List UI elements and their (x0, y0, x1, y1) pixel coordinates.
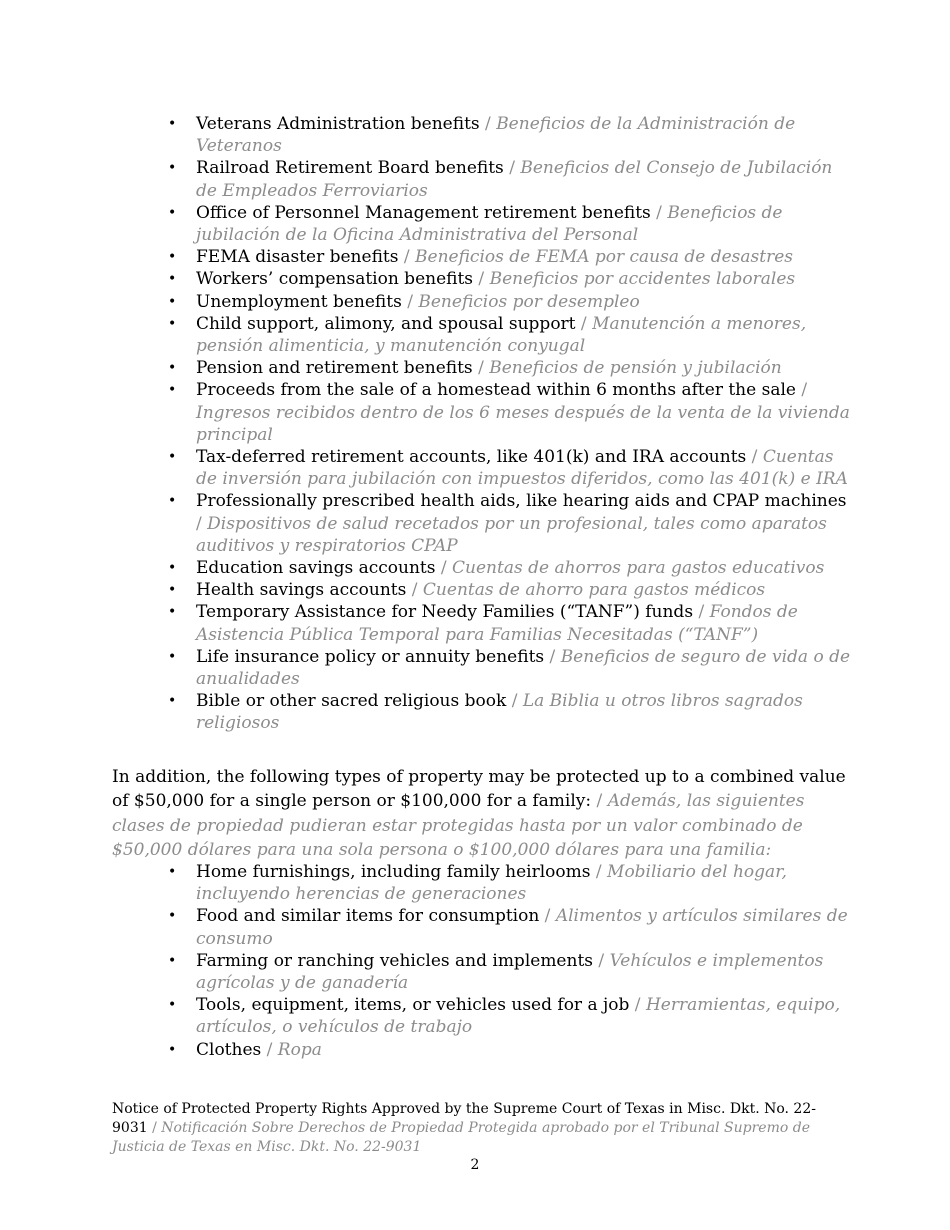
bullet-icon: • (168, 493, 177, 510)
bullet-icon: • (168, 997, 177, 1014)
item-separator: / (629, 995, 646, 1016)
item-english: Education savings accounts (196, 558, 436, 579)
bullet-icon: • (168, 693, 177, 710)
list-item (168, 950, 856, 994)
bullet-icon: • (168, 560, 177, 577)
item-english: Clothes (196, 1039, 262, 1060)
list-item (168, 268, 856, 290)
item-spanish: Manutención a menores, pensión alimenticia, y manutención conyugal (196, 313, 807, 357)
item-separator: / (398, 247, 416, 268)
item-english: Home furnishings, including family heirlooms (196, 862, 591, 882)
combined-value-paragraph (112, 765, 857, 863)
item-spanish: Beneficios de pensión y jubilación (489, 358, 782, 379)
item-english: Child support, alimony, and spousal support (196, 313, 576, 334)
item-spanish: La Biblia u otros libros sagrados religiosos (196, 691, 803, 734)
paragraph-separator: / (591, 791, 608, 812)
exempt-property-list (168, 113, 856, 735)
item-separator: / (746, 447, 763, 468)
item-spanish: Beneficios de jubilación de la Oficina Administrativa del Personal (196, 202, 783, 246)
bullet-icon: • (168, 249, 177, 266)
item-spanish: Beneficios por accidentes laborales (489, 269, 796, 290)
list-item (168, 646, 856, 690)
item-separator: / (261, 1039, 278, 1060)
item-separator: / (650, 202, 668, 223)
item-separator: / (795, 380, 808, 401)
page-number: 2 (470, 1157, 480, 1173)
bullet-icon: • (168, 204, 177, 221)
item-spanish: Mobiliario del hogar, incluyendo herencias de generaciones (196, 862, 787, 905)
bullet-icon: • (168, 116, 177, 132)
item-separator: / (503, 158, 521, 179)
bullet-icon: • (168, 315, 177, 332)
item-spanish: Beneficios de la Administración de Veteranos (196, 114, 796, 157)
item-spanish: Dispositivos de salud recetados por un profesional, tales como aparatos auditivos y respiratorios CPAP (196, 513, 827, 556)
list-item (168, 994, 856, 1038)
item-english: FEMA disaster benefits (196, 247, 399, 268)
item-separator: / (435, 558, 453, 579)
footer-english: Notice of Protected Property Rights Approved by the Supreme Court of Texas in Misc. Dkt. No. 22-9031 (112, 1101, 816, 1136)
item-spanish: Ropa (277, 1039, 322, 1060)
item-separator: / (544, 646, 561, 667)
item-english: Bible or other sacred religious book (196, 691, 507, 712)
bullet-icon: • (168, 1041, 177, 1058)
bullet-icon: • (168, 382, 177, 399)
item-english: Farming or ranching vehicles and implements (196, 950, 594, 971)
list-item (168, 313, 856, 357)
list-item (168, 861, 856, 905)
item-english: Unemployment benefits (196, 291, 402, 312)
item-english: Tax-deferred retirement accounts, like 401(k) and IRA accounts (196, 447, 747, 468)
item-english: Pension and retirement benefits (196, 358, 473, 379)
item-spanish: Beneficios de seguro de vida o de anualidades (196, 646, 851, 690)
list-item (168, 246, 856, 268)
paragraph-english: In addition, the following types of property may be protected up to a combined value of $50,000 for a single person or $100,000 for a family: (112, 767, 846, 812)
item-separator: / (506, 691, 523, 712)
item-english: Temporary Assistance for Needy Families (“TANF”) funds (196, 602, 694, 623)
bullet-icon: • (168, 952, 177, 969)
item-separator: / (406, 580, 423, 601)
item-spanish: Beneficios por desempleo (418, 291, 640, 312)
item-spanish: Alimentos y artículos similares de consumo (196, 906, 848, 949)
item-english: Life insurance policy or annuity benefits (196, 646, 545, 667)
list-item (168, 905, 856, 949)
paragraph-spanish: Además, las siguientes clases de propiedad pudieran estar protegidas hasta por un valor combinado de $50,000 dólares para una sola persona o $100,000 dólares para una familia: (112, 791, 805, 861)
item-separator: / (479, 114, 497, 134)
list-item (168, 446, 856, 490)
item-spanish: Beneficios del Consejo de Jubilación de Empleados Ferroviarios (196, 158, 833, 201)
item-spanish: Ingresos recibidos dentro de los 6 meses después de la venta de la vivienda principal (196, 402, 850, 445)
list-item (168, 490, 856, 557)
item-english: Office of Personnel Management retirement benefits (196, 202, 651, 223)
item-spanish: Beneficios de FEMA por causa de desastres (415, 247, 794, 268)
list-item (168, 113, 856, 157)
item-english: Tools, equipment, items, or vehicles used for a job (196, 995, 630, 1016)
list-item (168, 1039, 856, 1061)
item-separator: / (693, 602, 710, 623)
list-item (168, 601, 856, 645)
item-separator: / (590, 862, 608, 882)
bullet-icon: • (168, 160, 177, 177)
item-spanish: Cuentas de ahorro para gastos médicos (422, 580, 766, 601)
item-separator: / (473, 269, 490, 290)
item-spanish: Cuentas de ahorros para gastos educativos (452, 558, 825, 579)
bullet-icon: • (168, 648, 177, 665)
list-item (168, 202, 856, 246)
list-item (168, 579, 856, 601)
item-spanish: Vehículos e implementos agrícolas y de ganadería (196, 950, 824, 994)
bullet-icon: • (168, 449, 177, 466)
bullet-icon: • (168, 582, 177, 599)
bullet-icon: • (168, 864, 177, 880)
item-spanish: Cuentas de inversión para jubilación con impuestos diferidos, como las 401(k) e IRA (196, 447, 848, 490)
item-spanish: Fondos de Asistencia Pública Temporal para Familias Necesitadas (“TANF”) (196, 602, 798, 645)
bullet-icon: • (168, 604, 177, 621)
item-separator: / (575, 313, 593, 334)
item-english: Railroad Retirement Board benefits (196, 158, 504, 179)
bullet-icon: • (168, 293, 177, 310)
list-item (168, 157, 856, 201)
list-item (168, 291, 856, 313)
item-spanish: Herramientas, equipo, artículos, o vehículos de trabajo (196, 995, 841, 1038)
list-item (168, 690, 856, 734)
item-separator: / (401, 291, 419, 312)
item-english: Workers’ compensation benefits (196, 269, 474, 290)
item-separator: / (593, 950, 610, 971)
list-item (168, 357, 856, 379)
item-separator: / (472, 358, 490, 379)
footer-spanish: Notificación Sobre Derechos de Propiedad Protegida aprobado por el Tribunal Supremo de Justicia de Texas en Misc. Dkt. No. 22-9031 (112, 1120, 810, 1155)
item-english: Food and similar items for consumption (196, 906, 540, 927)
footer-separator: / (147, 1120, 162, 1136)
page-footer (112, 1100, 824, 1157)
bullet-icon: • (168, 271, 177, 288)
list-item (168, 557, 856, 579)
item-english: Professionally prescribed health aids, like hearing aids and CPAP machines (196, 491, 847, 512)
list-item (168, 379, 856, 446)
bullet-icon: • (168, 360, 177, 377)
item-separator: / (539, 906, 556, 927)
item-english: Proceeds from the sale of a homestead within 6 months after the sale (196, 380, 796, 401)
item-english: Veterans Administration benefits (196, 114, 480, 134)
item-english: Health savings accounts (196, 580, 407, 601)
combined-property-list (168, 861, 856, 1061)
bullet-icon: • (168, 908, 177, 925)
item-separator: / (196, 513, 208, 534)
